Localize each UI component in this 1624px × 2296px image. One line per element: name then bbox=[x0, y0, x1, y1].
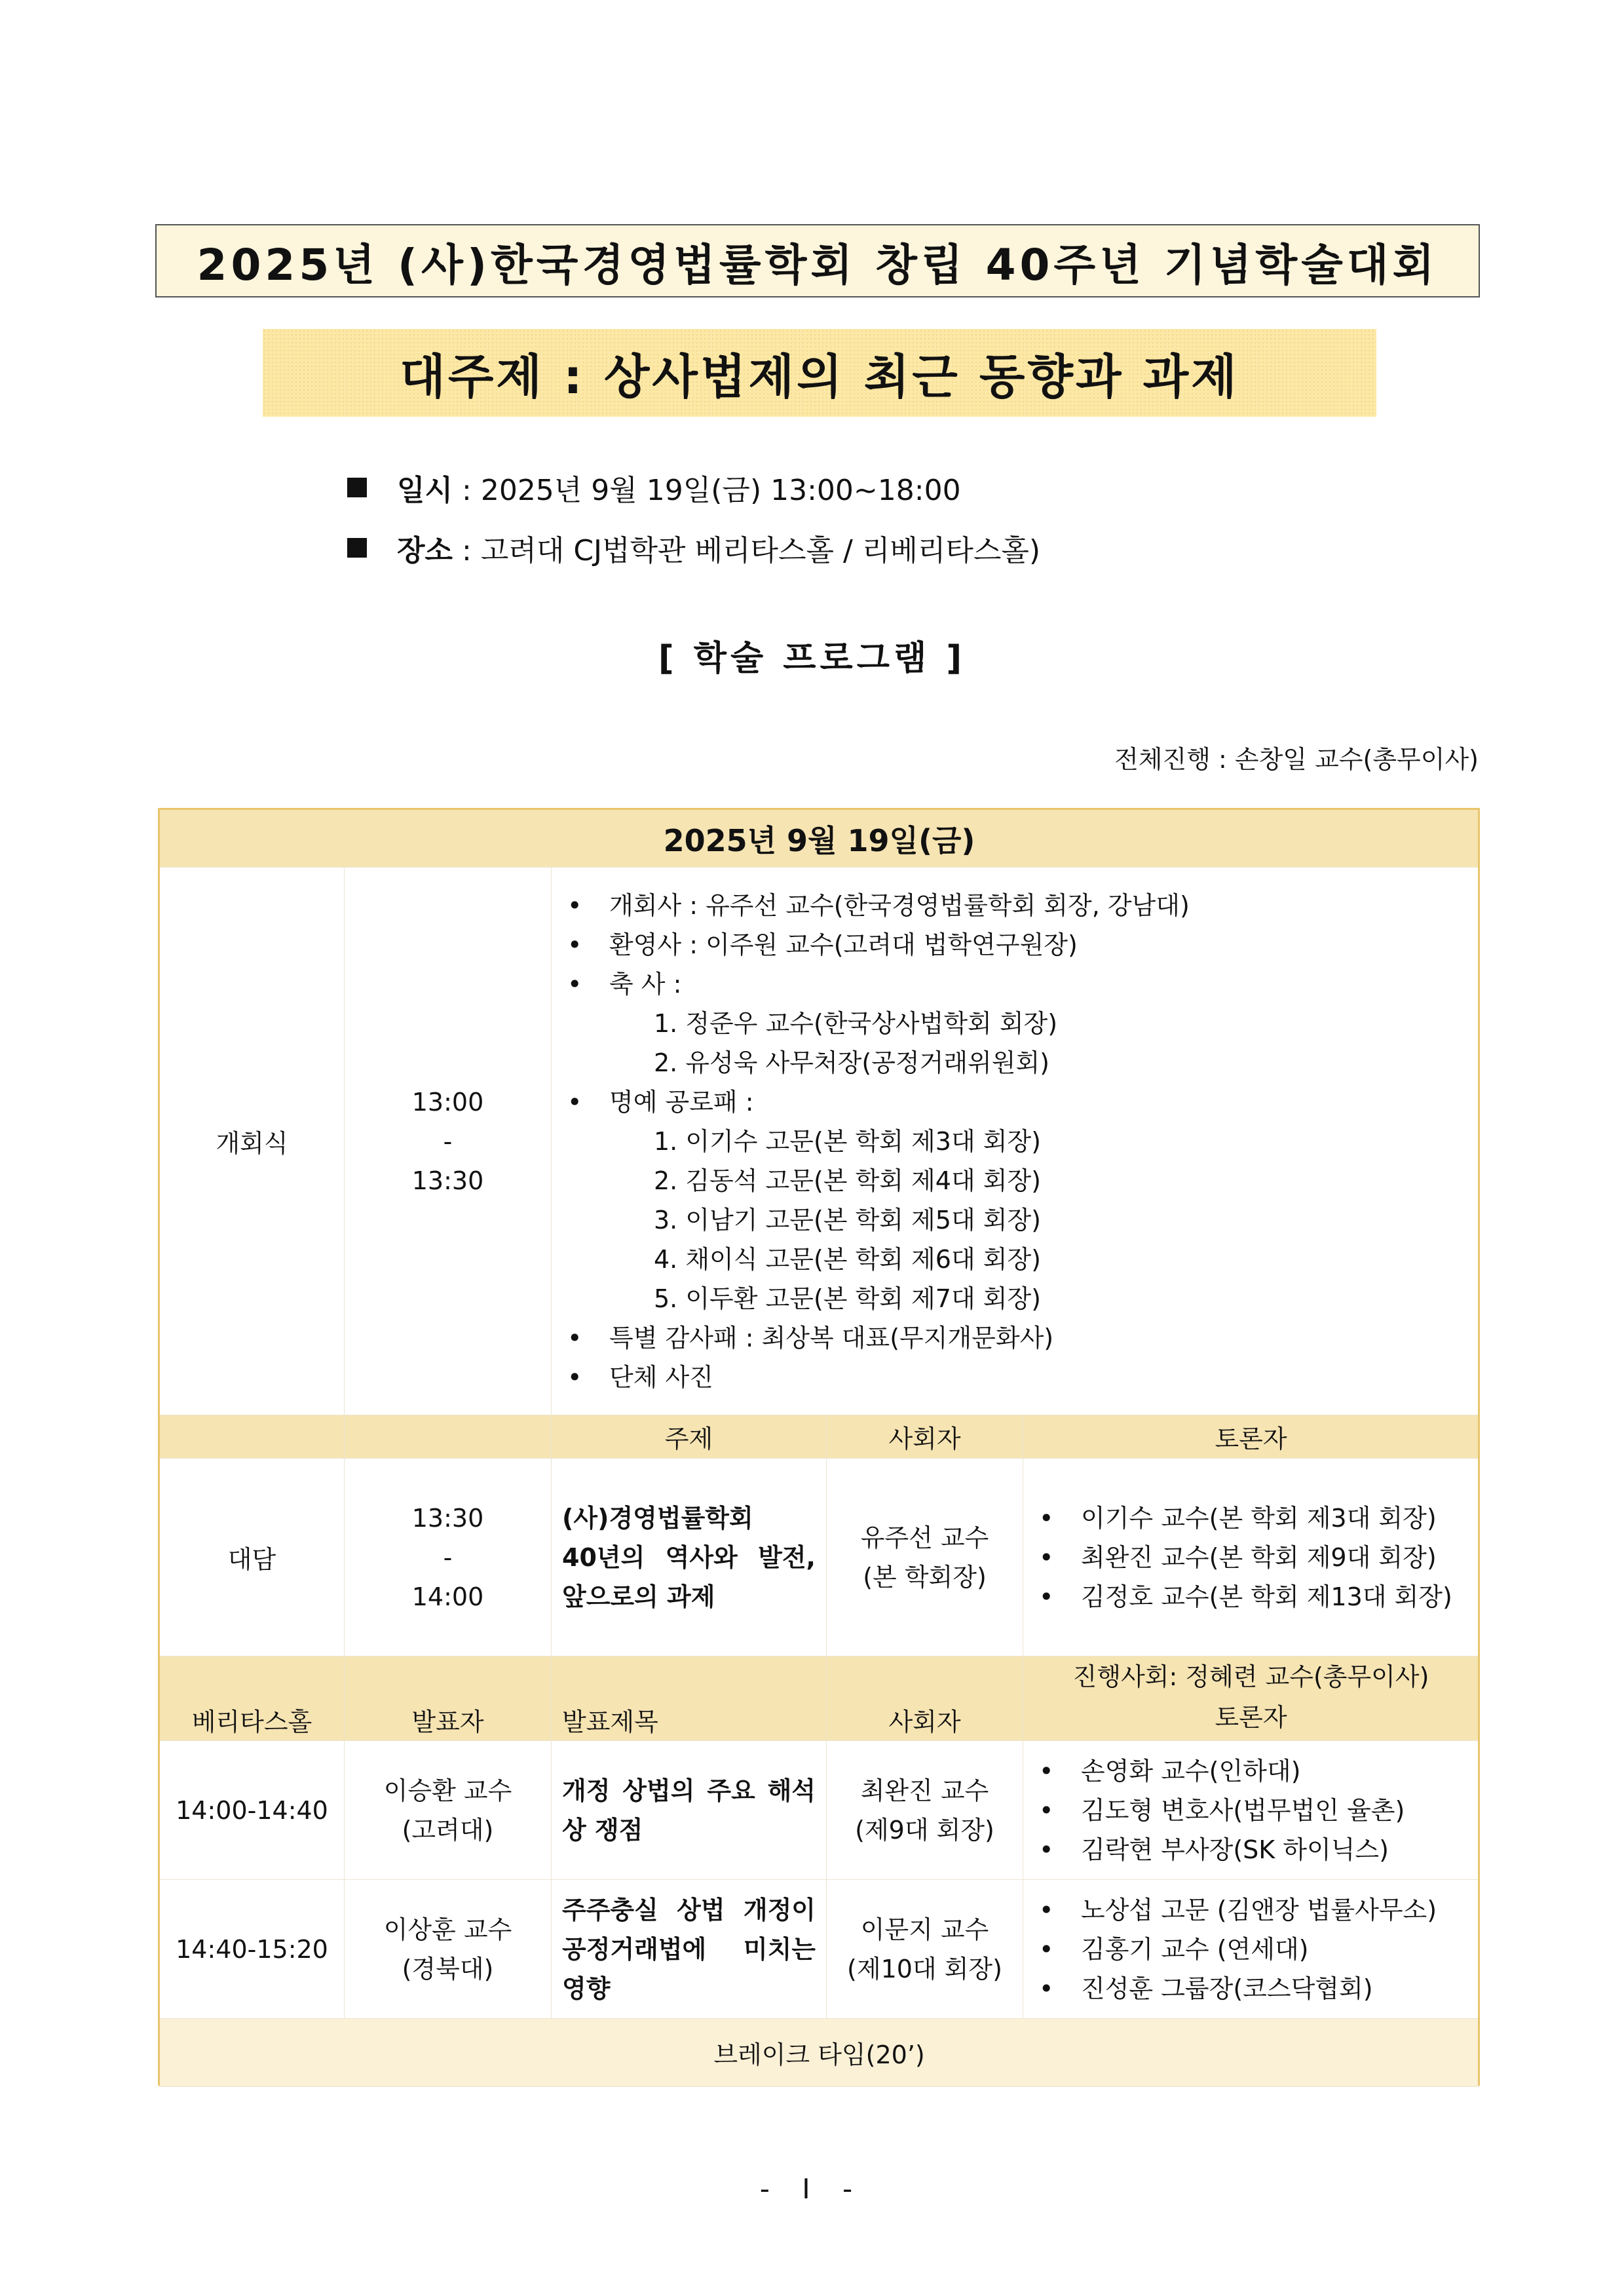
presenter-name: 이승환 교수 bbox=[383, 1776, 512, 1805]
panel-header-label: 토론자 bbox=[1215, 1703, 1287, 1732]
list-item: 2. 유성욱 사무처장(공정거래위원회) bbox=[654, 1048, 1049, 1077]
place-label: 장소 bbox=[397, 534, 453, 567]
list-item: • 축 사 : bbox=[562, 965, 1468, 1004]
panelist: • 김홍기 교수 (연세대) bbox=[1034, 1930, 1468, 1969]
session-panel bbox=[1023, 1741, 1479, 1880]
session-row bbox=[160, 1741, 1479, 1880]
talk-header-row bbox=[160, 1415, 1479, 1459]
moderator-header: 사회자 bbox=[827, 1656, 1023, 1741]
panelist: • 이기수 교수(본 학회 제3대 회장) bbox=[1034, 1499, 1468, 1538]
panel-header bbox=[1023, 1656, 1479, 1741]
opening-time bbox=[345, 868, 552, 1415]
square-bullet-icon bbox=[347, 478, 367, 497]
list-item: • 개회사 : 유주선 교수(한국경영법률학회 회장, 강남대) bbox=[562, 886, 1468, 925]
date-header-row bbox=[160, 810, 1479, 868]
moderator-affiliation: (제9대 회장) bbox=[855, 1815, 994, 1845]
opening-name: 개회식 bbox=[160, 868, 345, 1415]
topic-line: (사)경영법률학회 bbox=[562, 1503, 753, 1533]
panelist: • 김정호 교수(본 학회 제13대 회장) bbox=[1034, 1577, 1468, 1617]
panelist: • 손영화 교수(인하대) bbox=[1034, 1751, 1468, 1791]
session-title-text: 주주충실 상법 개정이 공정거래법에 미치는 영향 bbox=[562, 1895, 816, 2003]
session-moderator bbox=[827, 1880, 1023, 2019]
list-item: 1. 정준우 교수(한국상사법학회 회장) bbox=[654, 1008, 1058, 1038]
session-time: 14:40-15:20 bbox=[160, 1880, 345, 2019]
list-item: 1. 이기수 고문(본 학회 제3대 회장) bbox=[654, 1126, 1041, 1156]
list-item: 4. 채이식 고문(본 학회 제6대 회장) bbox=[654, 1244, 1041, 1274]
list-item: • 특별 감사패 : 최상복 대표(무지개문화사) bbox=[562, 1318, 1468, 1358]
place-value: : 고려대 CJ법학관 베리타스홀 / 리베리타스홀) bbox=[462, 534, 1041, 567]
overall-moderator: 전체진행 : 손창일 교수(총무이사) bbox=[1114, 745, 1479, 774]
list-item: • 명예 공로패 : bbox=[562, 1082, 1468, 1122]
break-label: 브레이크 타임(20’) bbox=[160, 2019, 1479, 2087]
room-header: 베리타스홀 bbox=[160, 1656, 345, 1741]
time-separator: - bbox=[443, 1542, 453, 1572]
presenter bbox=[345, 1880, 552, 2019]
talk-panel bbox=[1023, 1459, 1479, 1656]
presenter-name: 이상훈 교수 bbox=[383, 1915, 512, 1944]
talk-name: 대담 bbox=[160, 1459, 345, 1656]
talk-moderator bbox=[827, 1459, 1023, 1656]
date-header: 2025년 9월 19일(금) bbox=[160, 810, 1479, 868]
panelist: • 노상섭 고문 (김앤장 법률사무소) bbox=[1034, 1890, 1468, 1930]
session-row bbox=[160, 1880, 1479, 2019]
time-start: 13:00 bbox=[411, 1087, 484, 1117]
panelist: • 최완진 교수(본 학회 제9대 회장) bbox=[1034, 1538, 1468, 1577]
opening-items bbox=[552, 868, 1479, 1415]
main-theme-banner: 대주제 : 상사법제의 최근 동향과 과제 bbox=[263, 329, 1376, 417]
list-item: 5. 이두환 고문(본 학회 제7대 회장) bbox=[654, 1284, 1041, 1313]
moderator-affiliation: (제10대 회장) bbox=[847, 1954, 1002, 1983]
topic-line: 40년의 역사와 발전, 앞으로의 과제 bbox=[562, 1542, 816, 1611]
date-label: 일시 bbox=[397, 474, 453, 507]
talk-topic bbox=[552, 1459, 827, 1656]
moderator-name: 최완진 교수 bbox=[860, 1776, 989, 1805]
moderator-name: 이문지 교수 bbox=[860, 1915, 989, 1944]
session-header-row bbox=[160, 1656, 1479, 1741]
panel-header: 토론자 bbox=[1023, 1415, 1479, 1459]
presenter-header: 발표자 bbox=[345, 1656, 552, 1741]
presenter bbox=[345, 1741, 552, 1880]
list-item: 2. 김동석 고문(본 학회 제4대 회장) bbox=[654, 1166, 1041, 1195]
list-item: • 단체 사진 bbox=[562, 1358, 1468, 1397]
date-line bbox=[347, 467, 961, 508]
moderator-affiliation: (본 학회장) bbox=[863, 1562, 987, 1592]
session-moderator bbox=[827, 1741, 1023, 1880]
talk-row bbox=[160, 1459, 1479, 1656]
session-title bbox=[552, 1880, 827, 2019]
talk-time bbox=[345, 1459, 552, 1656]
opening-row bbox=[160, 868, 1479, 1415]
program-title: [ 학술 프로그램 ] bbox=[658, 639, 966, 678]
break-row bbox=[160, 2019, 1479, 2087]
session-panel bbox=[1023, 1880, 1479, 2019]
time-end: 13:30 bbox=[411, 1166, 484, 1195]
panelist: • 김락현 부사장(SK 하이닉스) bbox=[1034, 1830, 1468, 1869]
square-bullet-icon bbox=[347, 538, 367, 558]
page-number: - I - bbox=[759, 2173, 865, 2205]
topic-header: 주제 bbox=[552, 1415, 827, 1459]
moderator-name: 유주선 교수 bbox=[860, 1523, 989, 1552]
time-end: 14:00 bbox=[411, 1582, 484, 1611]
list-item: • 환영사 : 이주원 교수(고려대 법학연구원장) bbox=[562, 925, 1468, 965]
panelist: • 진성훈 그룹장(코스닥협회) bbox=[1034, 1969, 1468, 2008]
document-title: 2025년 (사)한국경영법률학회 창립 40주년 기념학술대회 bbox=[155, 224, 1480, 297]
time-start: 13:30 bbox=[411, 1503, 484, 1533]
session-title bbox=[552, 1741, 827, 1880]
presenter-affiliation: (경북대) bbox=[402, 1954, 494, 1983]
list-item: 3. 이남기 고문(본 학회 제5대 회장) bbox=[654, 1205, 1041, 1234]
date-value: : 2025년 9월 19일(금) 13:00~18:00 bbox=[462, 474, 961, 507]
place-line bbox=[347, 527, 1040, 569]
panelist: • 김도형 변호사(법무법인 율촌) bbox=[1034, 1791, 1468, 1830]
session-title-text: 개정 상법의 주요 해석상 쟁점 bbox=[562, 1776, 816, 1845]
title-header: 발표제목 bbox=[552, 1656, 827, 1741]
session-time: 14:00-14:40 bbox=[160, 1741, 345, 1880]
session-chair: 진행사회: 정혜련 교수(총무이사) bbox=[1072, 1662, 1429, 1691]
program-table bbox=[159, 809, 1479, 2087]
moderator-header: 사회자 bbox=[827, 1415, 1023, 1459]
time-separator: - bbox=[443, 1126, 453, 1156]
presenter-affiliation: (고려대) bbox=[402, 1815, 494, 1845]
